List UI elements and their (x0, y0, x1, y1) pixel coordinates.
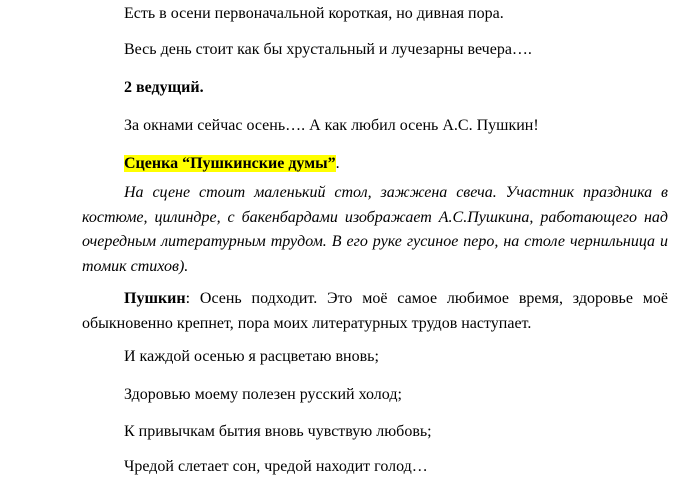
scene-title (82, 152, 668, 176)
poem-text: Здоровью моему полезен русский холод; (124, 386, 402, 403)
stage-direction-text: На сцене стоит маленький стол, зажжена свеча. Участник праздника в костюме, цилиндре, с бакенбардами изображает А.С.Пушкина, работающего над очередным литературным трудом. В его руке гусиное перо, на столе чернильница и томик стихов). (82, 184, 668, 275)
heading-second-host (82, 76, 668, 100)
poem-line-4 (82, 455, 668, 479)
paragraph-verse-line-2 (82, 38, 668, 62)
poem-text: Чредой слетает сон, чредой находит голод… (124, 458, 428, 475)
paragraph-host-line (82, 114, 668, 138)
stage-direction (82, 181, 668, 279)
pushkin-speech (82, 287, 668, 336)
heading-text: 2 ведущий. (124, 79, 204, 96)
speech-text: : Осень подходит. Это моё самое любимое время, здоровье моё обыкновенно крепнет, пора моих литературных трудов наступает. (82, 290, 668, 332)
paragraph-text: Весь день стоит как бы хрустальный и лучезарны вечера…. (124, 41, 532, 58)
poem-line-2 (82, 383, 668, 407)
speaker-name: Пушкин (124, 290, 186, 307)
paragraph-text: За окнами сейчас осень…. А как любил осень А.С. Пушкин! (124, 117, 539, 134)
paragraph-text: Есть в осени первоначальной короткая, но дивная пора. (124, 5, 504, 22)
paragraph-verse-line-1 (82, 2, 668, 26)
poem-line-1 (82, 345, 668, 369)
poem-line-3 (82, 420, 668, 444)
poem-text: К привычкам бытия вновь чувствую любовь; (124, 423, 432, 440)
scene-title-highlighted: Сценка “Пушкинские думы” (124, 155, 336, 172)
scene-title-tail: . (335, 155, 340, 172)
poem-text: И каждой осенью я расцветаю вновь; (124, 348, 379, 365)
